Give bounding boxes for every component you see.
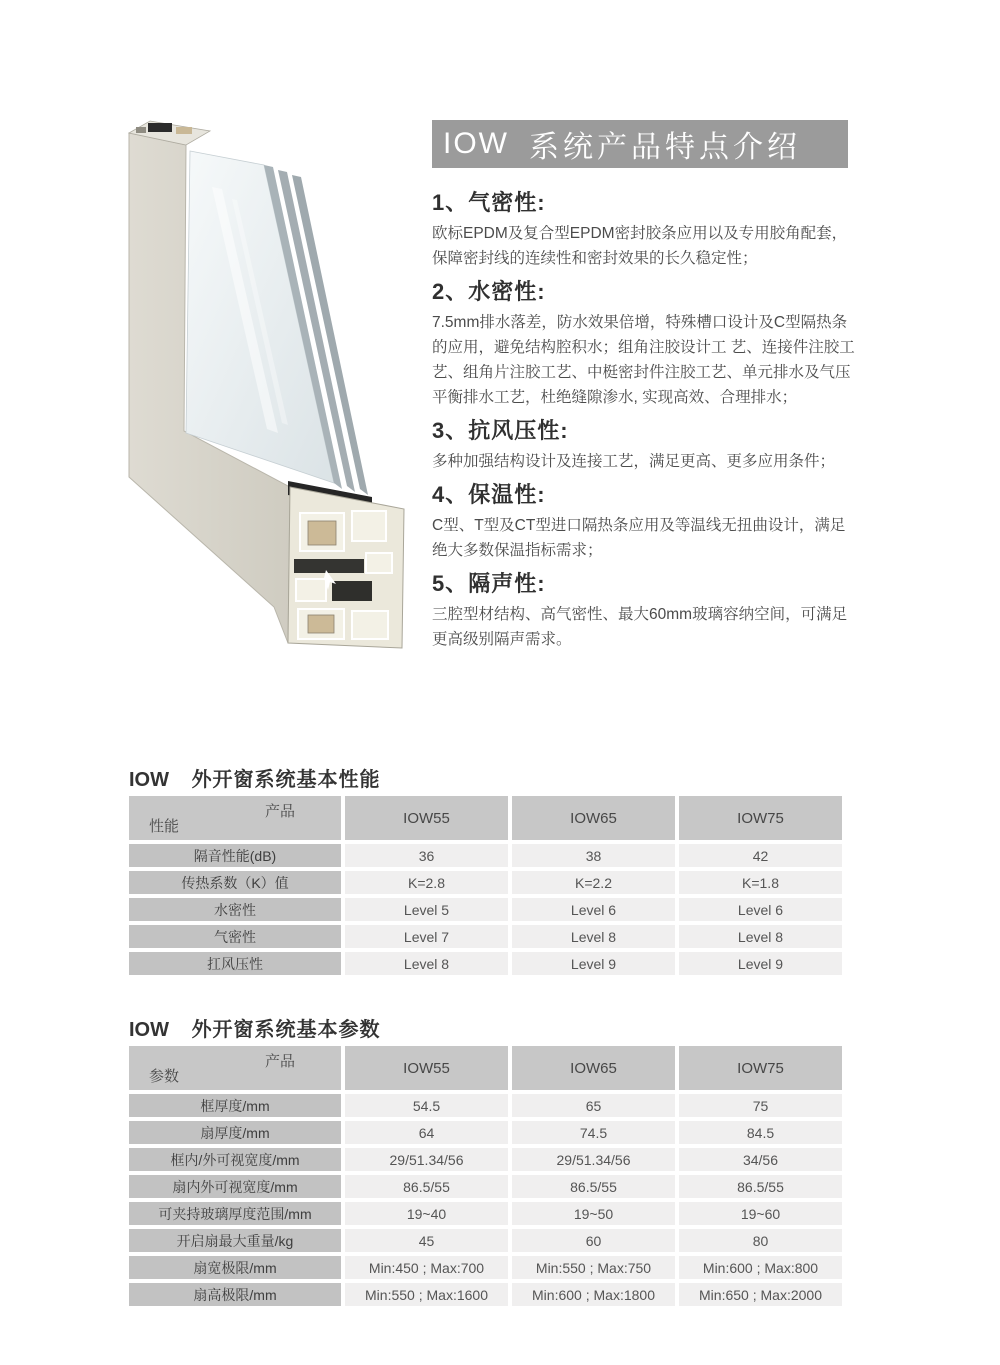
feature-body: 多种加强结构设计及连接工艺，满足更高、更多应用条件；	[432, 453, 836, 470]
table-cell: K=1.8	[679, 871, 842, 894]
table-cell: K=2.2	[512, 871, 675, 894]
row-label: 扇高极限/mm	[129, 1283, 341, 1306]
table-row	[129, 1121, 842, 1144]
feature-heading: 1、气密性:	[432, 190, 546, 215]
table-header-row	[129, 796, 842, 840]
table-cell: 84.5	[679, 1121, 842, 1144]
table-cell: Min:600 ; Max:1800	[512, 1283, 675, 1306]
row-label: 扇厚度/mm	[129, 1121, 341, 1144]
row-label: 开启扇最大重量/kg	[129, 1229, 341, 1252]
parameter-table-title	[129, 1013, 381, 1042]
table-cell: 42	[679, 844, 842, 867]
row-label: 可夹持玻璃厚度范围/mm	[129, 1202, 341, 1225]
table-cell: 19~40	[345, 1202, 508, 1225]
table-row	[129, 1283, 842, 1306]
table-cell: Level 6	[679, 898, 842, 921]
row-label: 扇宽极限/mm	[129, 1256, 341, 1279]
feature-item-watertightness	[432, 277, 858, 410]
feature-item-airtightness	[432, 188, 858, 271]
corner-label-product: 产品	[264, 803, 295, 820]
table-cell: 86.5/55	[345, 1175, 508, 1198]
performance-table-title-text: 外开窗系统基本性能	[191, 769, 381, 791]
table-cell: 75	[679, 1094, 842, 1117]
table-cell: Level 8	[679, 925, 842, 948]
feature-body: 7.5mm排水落差，防水效果倍增，特殊槽口设计及C型隔热条的应用，避免结构腔积水；组角注胶设计工 艺、连接件注胶工艺、组角片注胶工艺、中梃密封件注胶工艺、单元排水及气压平衡排水工艺，杜绝缝隙渗水, 实现高效、合理排水；	[432, 314, 855, 406]
table-header-row	[129, 1046, 842, 1090]
table-cell: Level 9	[679, 952, 842, 975]
table-cell: 65	[512, 1094, 675, 1117]
table-cell: 86.5/55	[512, 1175, 675, 1198]
table-cell: Level 9	[512, 952, 675, 975]
corner-label-parameter: 参数	[149, 1068, 180, 1085]
feature-item-thermal-insulation	[432, 480, 858, 563]
table-row	[129, 952, 842, 975]
table-row	[129, 1202, 842, 1225]
table-cell: 38	[512, 844, 675, 867]
row-label: 框内/外可视宽度/mm	[129, 1148, 341, 1171]
row-label: 气密性	[129, 925, 341, 948]
table-cell: Min:550 ; Max:750	[512, 1256, 675, 1279]
page-banner	[432, 120, 848, 168]
table-cell: 19~50	[512, 1202, 675, 1225]
column-header-iow55: IOW55	[345, 796, 508, 840]
table-cell: Level 8	[345, 952, 508, 975]
feature-heading: 4、保温性:	[432, 482, 546, 507]
table-cell: 54.5	[345, 1094, 508, 1117]
row-label: 水密性	[129, 898, 341, 921]
parameter-table	[125, 1042, 846, 1310]
parameter-table-title-prefix: IOW	[129, 1019, 169, 1041]
table-cell: 29/51.34/56	[345, 1148, 508, 1171]
table-row	[129, 1094, 842, 1117]
table-cell: Min:450 ; Max:700	[345, 1256, 508, 1279]
performance-table-title	[129, 763, 381, 792]
feature-item-wind-resistance	[432, 416, 858, 474]
feature-heading: 2、水密性:	[432, 279, 546, 304]
feature-item-sound-insulation	[432, 569, 858, 652]
window-cross-section-image	[120, 115, 420, 660]
table-cell: Min:650 ; Max:2000	[679, 1283, 842, 1306]
feature-heading: 3、抗风压性:	[432, 418, 569, 443]
performance-table	[125, 792, 846, 979]
feature-body: C型、T型及CT型进口隔热条应用及等温线无扭曲设计，满足绝大多数保温指标需求；	[432, 517, 846, 559]
table-cell: Min:550 ; Max:1600	[345, 1283, 508, 1306]
table-cell: Level 5	[345, 898, 508, 921]
table-row	[129, 1148, 842, 1171]
table-cell: 36	[345, 844, 508, 867]
table-row	[129, 1229, 842, 1252]
column-header-iow65: IOW65	[512, 1046, 675, 1090]
table-cell: 80	[679, 1229, 842, 1252]
table-cell: 45	[345, 1229, 508, 1252]
table-cell: 60	[512, 1229, 675, 1252]
table-cell: Level 6	[512, 898, 675, 921]
row-label: 隔音性能(dB)	[129, 844, 341, 867]
feature-heading: 5、隔声性:	[432, 571, 546, 596]
table-cell: 86.5/55	[679, 1175, 842, 1198]
banner-title: 系统产品特点介绍	[529, 131, 801, 164]
column-header-iow75: IOW75	[679, 1046, 842, 1090]
row-label: 扛风压性	[129, 952, 341, 975]
table-cell: 19~60	[679, 1202, 842, 1225]
table-row	[129, 1175, 842, 1198]
column-header-iow55: IOW55	[345, 1046, 508, 1090]
row-label: 传热系数（K）值	[129, 871, 341, 894]
table-cell: 74.5	[512, 1121, 675, 1144]
feature-body: 欧标EPDM及复合型EPDM密封胶条应用以及专用胶角配套，保障密封线的连续性和密封效果的长久稳定性；	[432, 225, 848, 267]
table-cell: Level 8	[512, 925, 675, 948]
feature-list	[432, 168, 858, 652]
table-cell: 34/56	[679, 1148, 842, 1171]
table-cell: Min:600 ; Max:800	[679, 1256, 842, 1279]
table-row	[129, 1256, 842, 1279]
table-cell: 29/51.34/56	[512, 1148, 675, 1171]
row-label: 扇内外可视宽度/mm	[129, 1175, 341, 1198]
row-label: 框厚度/mm	[129, 1094, 341, 1117]
column-header-iow75: IOW75	[679, 796, 842, 840]
table-cell: 64	[345, 1121, 508, 1144]
table-cell: Level 7	[345, 925, 508, 948]
table-row	[129, 898, 842, 921]
corner-label-performance: 性能	[149, 818, 180, 835]
table-corner-cell	[129, 1046, 341, 1090]
window-profile-illustration	[120, 115, 420, 660]
parameter-table-title-text: 外开窗系统基本参数	[191, 1019, 381, 1041]
table-cell: K=2.8	[345, 871, 508, 894]
corner-label-product: 产品	[264, 1053, 295, 1070]
column-header-iow65: IOW65	[512, 796, 675, 840]
performance-table-title-prefix: IOW	[129, 769, 169, 791]
banner-prefix: IOW	[443, 127, 509, 160]
table-corner-cell	[129, 796, 341, 840]
table-row	[129, 871, 842, 894]
feature-body: 三腔型材结构、高气密性、最大60mm玻璃容纳空间，可满足更高级别隔声需求。	[432, 606, 848, 648]
table-row	[129, 925, 842, 948]
table-row	[129, 844, 842, 867]
